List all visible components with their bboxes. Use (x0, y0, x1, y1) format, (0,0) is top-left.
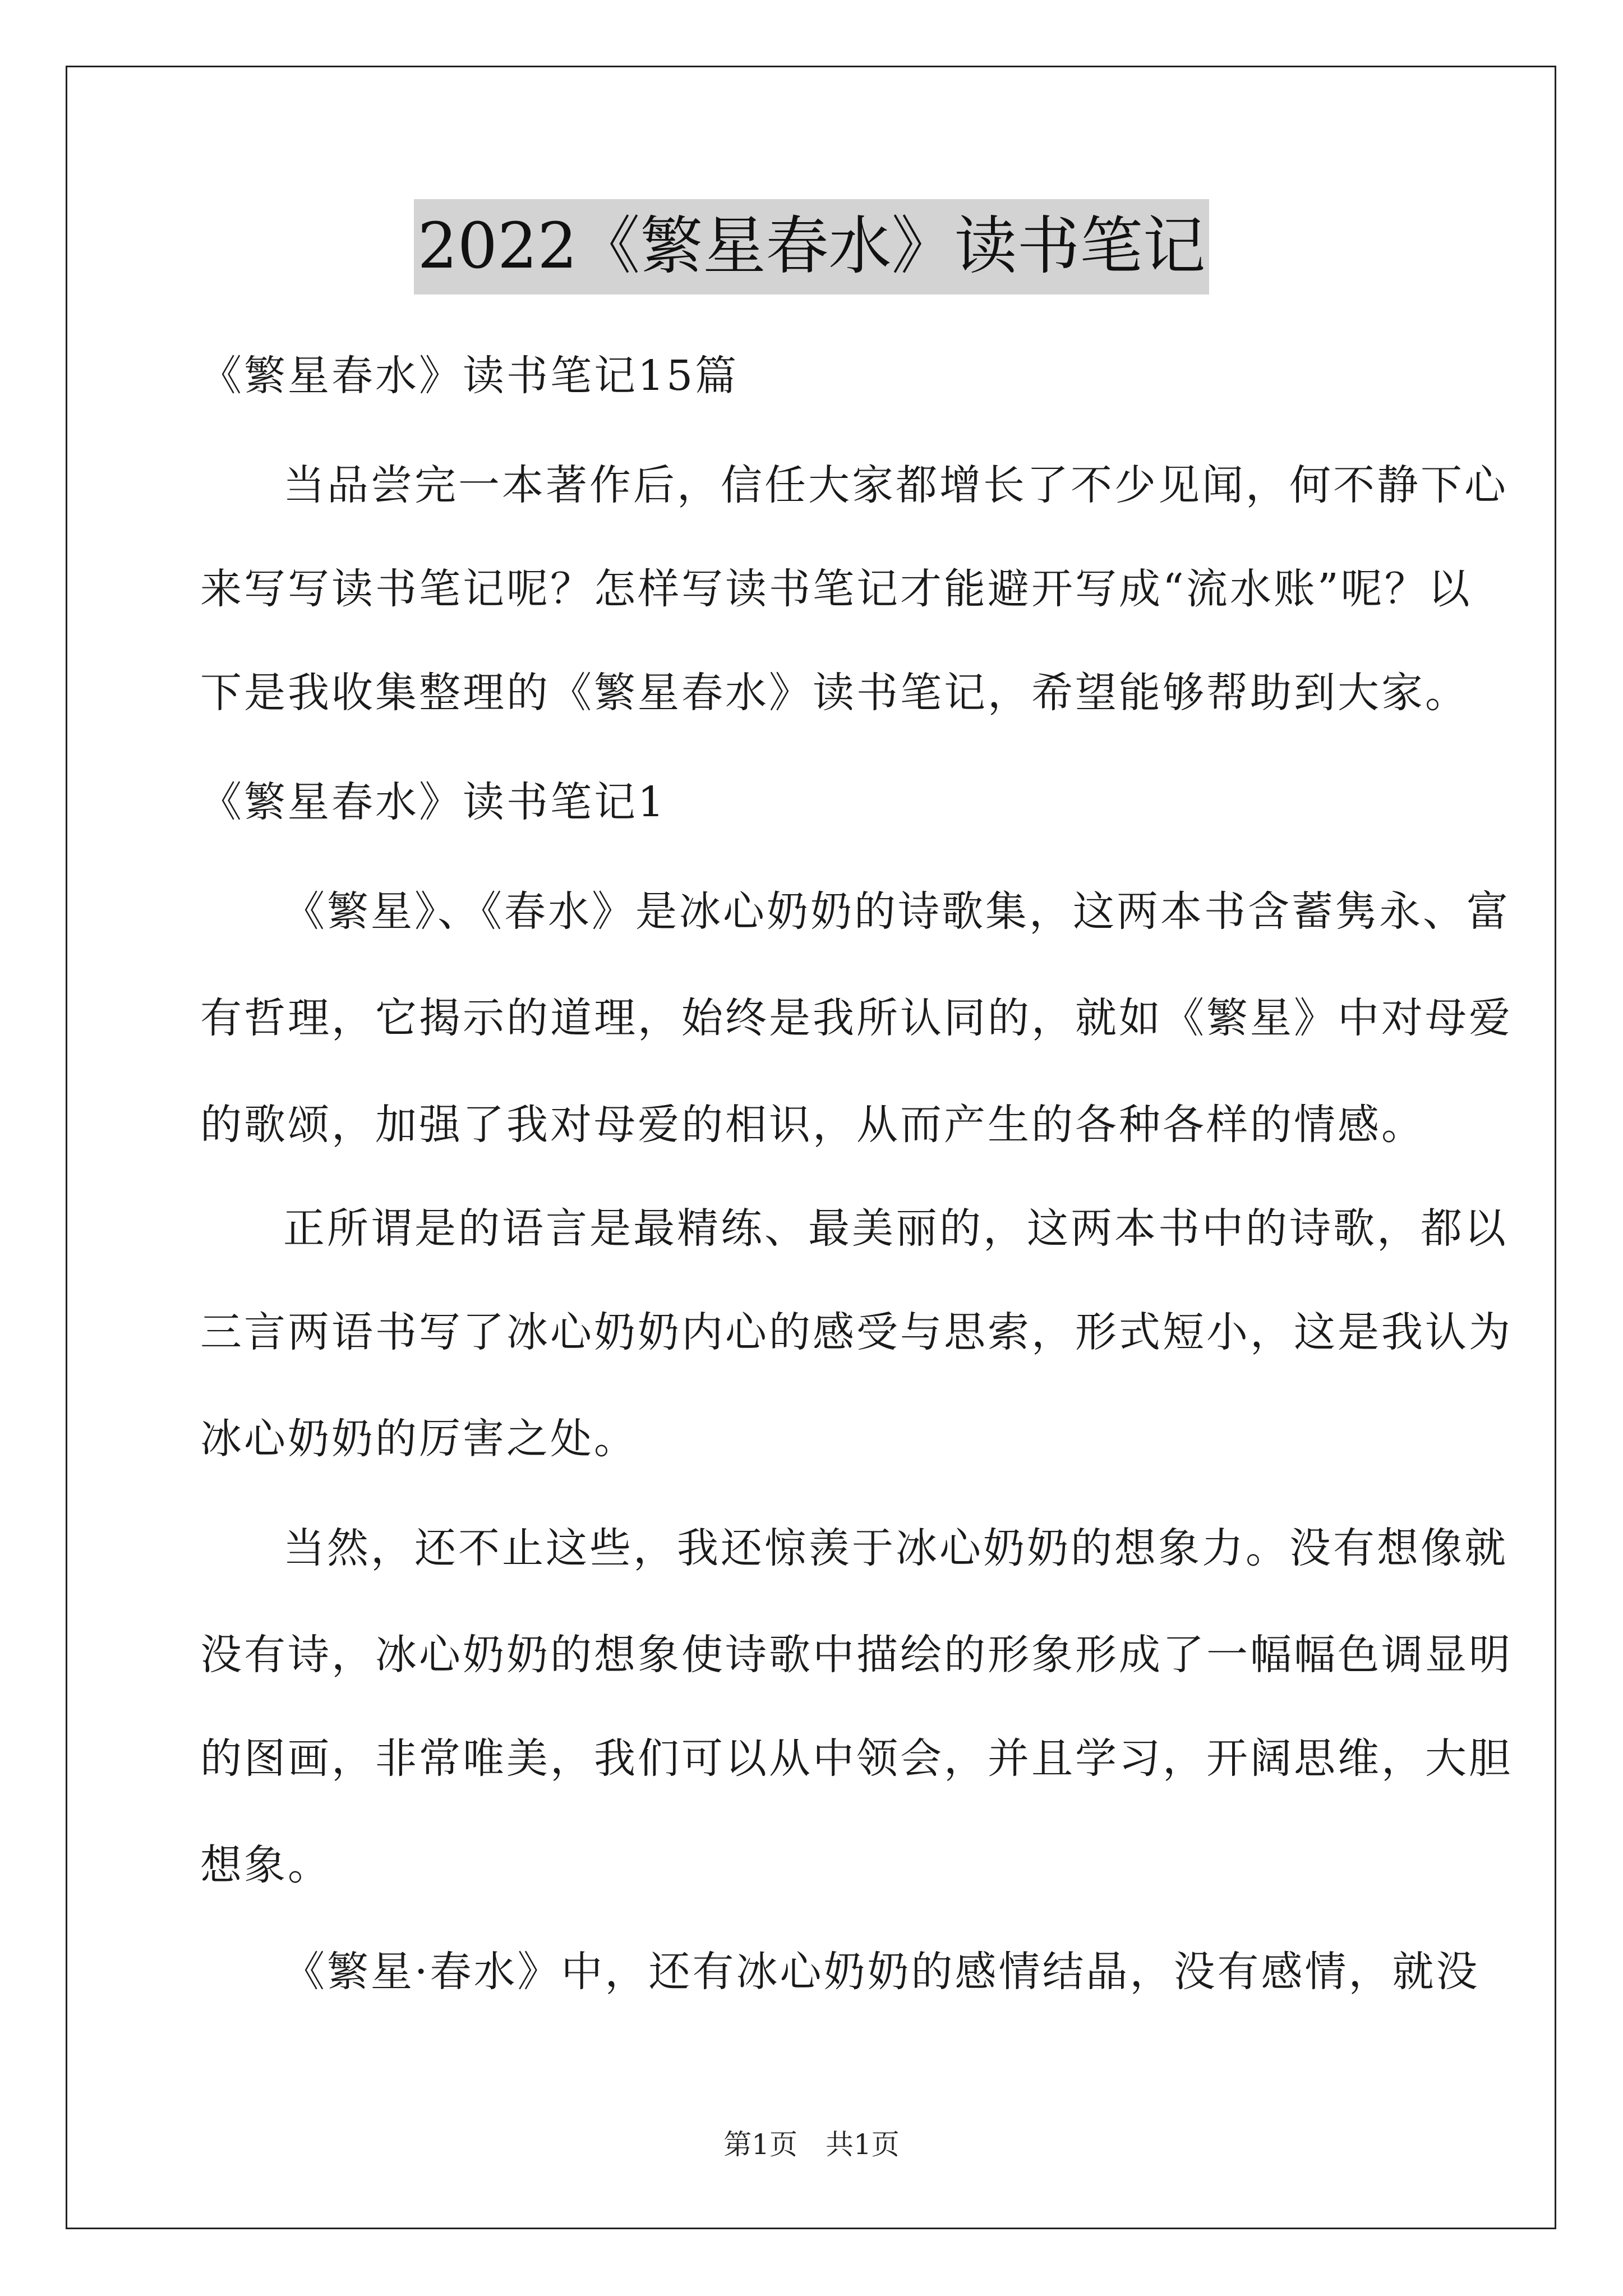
paragraph-line: 的歌颂，加强了我对母爱的相识，从而产生的各种各样的情感。 (200, 1101, 1425, 1149)
paragraph-line: 当品尝完一本著作后，信任大家都增长了不少见闻，何不静下心 (283, 461, 1508, 509)
paragraph-line: 正所谓是的语言是最精练、最美丽的，这两本书中的诗歌，都以 (283, 1204, 1508, 1253)
paragraph-line: 下是我收集整理的《繁星春水》读书笔记，希望能够帮助到大家。 (200, 669, 1469, 717)
document-title: 2022《繁星春水》读书笔记 (414, 199, 1209, 295)
paragraph-line: 《繁星》、《春水》是冰心奶奶的诗歌集，这两本书含蓄隽永、富 (283, 887, 1510, 936)
paragraph-line: 来写写读书笔记呢？怎样写读书笔记才能避开写成“流水账”呢？以 (200, 565, 1472, 613)
paragraph-line: 当然，还不止这些，我还惊羡于冰心奶奶的想象力。没有想像就 (283, 1524, 1508, 1572)
paragraph-line: 有哲理，它揭示的道理，始终是我所认同的，就如《繁星》中对母爱 (200, 994, 1513, 1042)
page-footer: 第1页 共1页 (723, 2128, 900, 2161)
paragraph-line: 没有诗，冰心奶奶的想象使诗歌中描绘的形象形成了一幅幅色调显明 (200, 1631, 1513, 1679)
paragraph-line: 冰心奶奶的厉害之处。 (200, 1415, 638, 1463)
paragraph-line: 的图画，非常唯美，我们可以从中领会，并且学习，开阔思维，大胆 (200, 1734, 1513, 1783)
paragraph-line: 想象。 (200, 1841, 331, 1889)
title-container (0, 199, 1623, 295)
section-heading: 《繁星春水》读书笔记1 (200, 778, 667, 826)
paragraph-line: 三言两语书写了冰心奶奶内心的感受与思索，形式短小，这是我认为 (200, 1308, 1513, 1356)
subtitle-line: 《繁星春水》读书笔记15篇 (200, 352, 739, 400)
paragraph-line: 《繁星·春水》中，还有冰心奶奶的感情结晶，没有感情，就没 (283, 1948, 1480, 1996)
